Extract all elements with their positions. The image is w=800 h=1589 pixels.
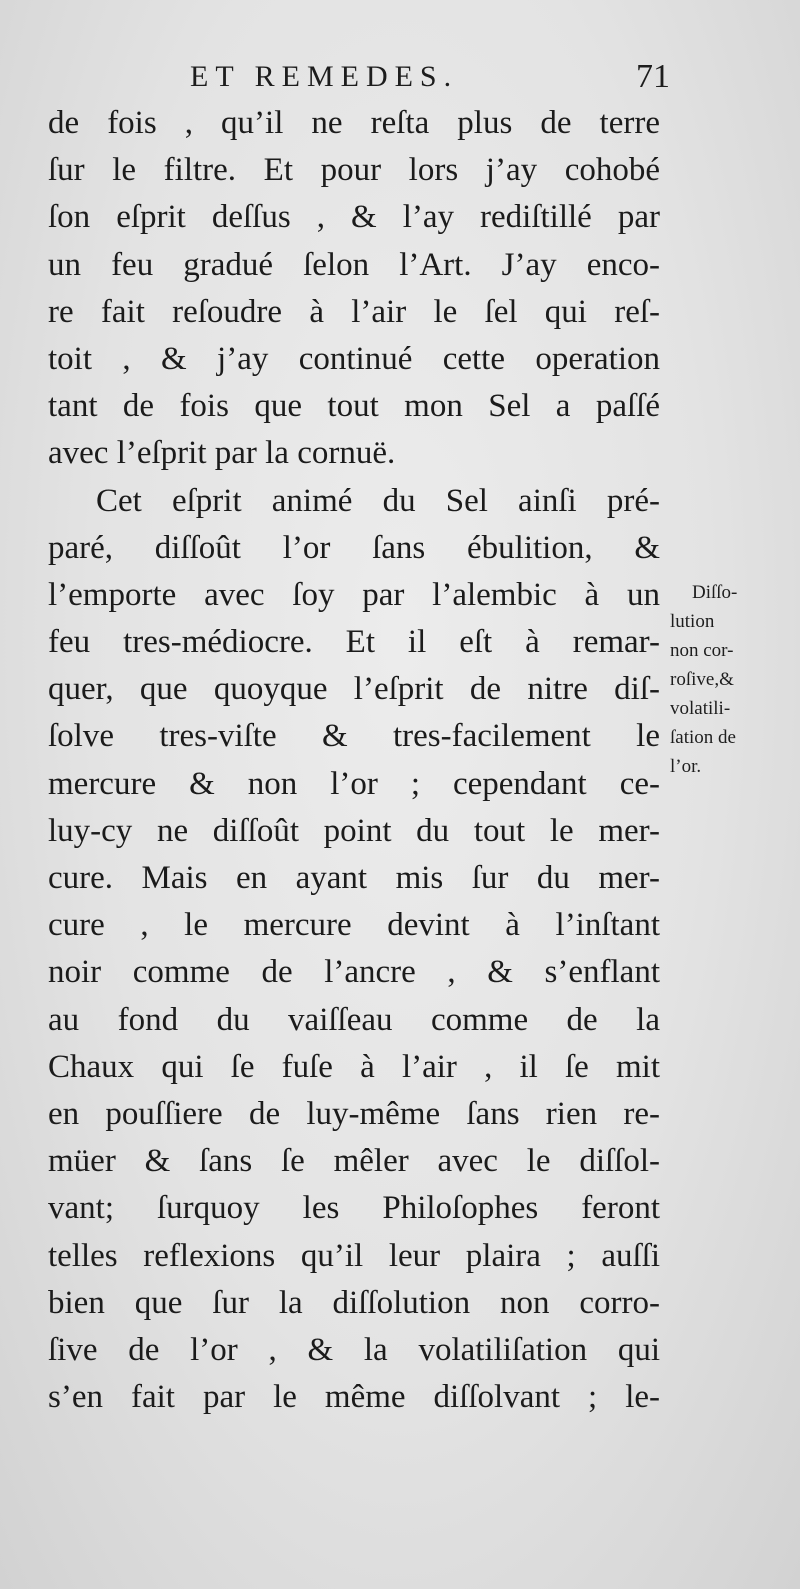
- text-line: ſur le filtre. Et pour lors j’ay cohobé: [48, 152, 660, 189]
- text-line: Cet eſprit animé du Sel ainſi pré-: [96, 482, 660, 519]
- marginal-note-line: volatili-: [670, 698, 731, 719]
- text-line: cure , le mercure devint à l’inſtant: [48, 907, 660, 944]
- text-line: quer, que quoyque l’eſprit de nitre diſ-: [48, 671, 660, 708]
- text-line: en pouſſiere de luy-même ſans rien re-: [48, 1095, 660, 1132]
- text-line: ſolve tres-viſte & tres-facilement le: [48, 718, 660, 755]
- text-line: noir comme de l’ancre , & s’enflant: [48, 954, 660, 991]
- marginal-note-line: l’or.: [670, 756, 702, 777]
- text-line: tant de fois que tout mon Sel a paſſé: [48, 388, 660, 425]
- body-text: [48, 100, 660, 1421]
- running-title: ET REMEDES.: [190, 60, 459, 93]
- text-line: s’en fait par le même diſſolvant ; le-: [48, 1379, 660, 1416]
- marginal-note-line: lution: [670, 611, 715, 632]
- marginal-note-line: Diſſo-: [692, 582, 738, 603]
- text-line: ſon eſprit deſſus , & l’ay rediſtillé par: [48, 199, 660, 236]
- text-line: paré, diſſoût l’or ſans ébulition, &: [48, 529, 660, 566]
- text-line: avec l’eſprit par la cornuë.: [48, 435, 396, 472]
- text-line: de fois , qu’il ne reſta plus de terre: [48, 105, 660, 141]
- marginal-note-line: ſation de: [670, 727, 736, 748]
- text-line: au fond du vaiſſeau comme de la: [48, 1001, 660, 1038]
- text-line: cure. Mais en ayant mis ſur du mer-: [48, 860, 660, 896]
- text-line: luy-cy ne diſſoût point du tout le mer-: [48, 812, 660, 849]
- text-line: un feu gradué ſelon l’Art. J’ay enco-: [48, 246, 660, 283]
- text-line: toit , & j’ay continué cette operation: [48, 340, 660, 377]
- text-line: müer & ſans ſe mêler avec le diſſol-: [48, 1143, 660, 1180]
- text-line: vant; ſurquoy les Philoſophes feront: [48, 1190, 660, 1227]
- page-number: 71: [636, 58, 670, 95]
- marginal-note: [670, 578, 782, 781]
- text-line: telles reflexions qu’il leur plaira ; auſſi: [48, 1237, 660, 1274]
- text-line: Chaux qui ſe fuſe à l’air , il ſe mit: [48, 1048, 660, 1085]
- marginal-note-line: roſive,&: [670, 669, 734, 690]
- text-line: l’emporte avec ſoy par l’alembic à un: [48, 576, 660, 613]
- page-header: [190, 60, 670, 100]
- text-line: bien que ſur la diſſolution non corro-: [48, 1284, 660, 1321]
- text-line: ſive de l’or , & la volatiliſation qui: [48, 1331, 660, 1368]
- text-line: feu tres-médiocre. Et il eſt à remar-: [48, 624, 660, 661]
- marginal-note-line: non cor-: [670, 640, 734, 661]
- text-line: re fait reſoudre à l’air le ſel qui reſ-: [48, 293, 660, 330]
- text-line: mercure & non l’or ; cependant ce-: [48, 765, 660, 802]
